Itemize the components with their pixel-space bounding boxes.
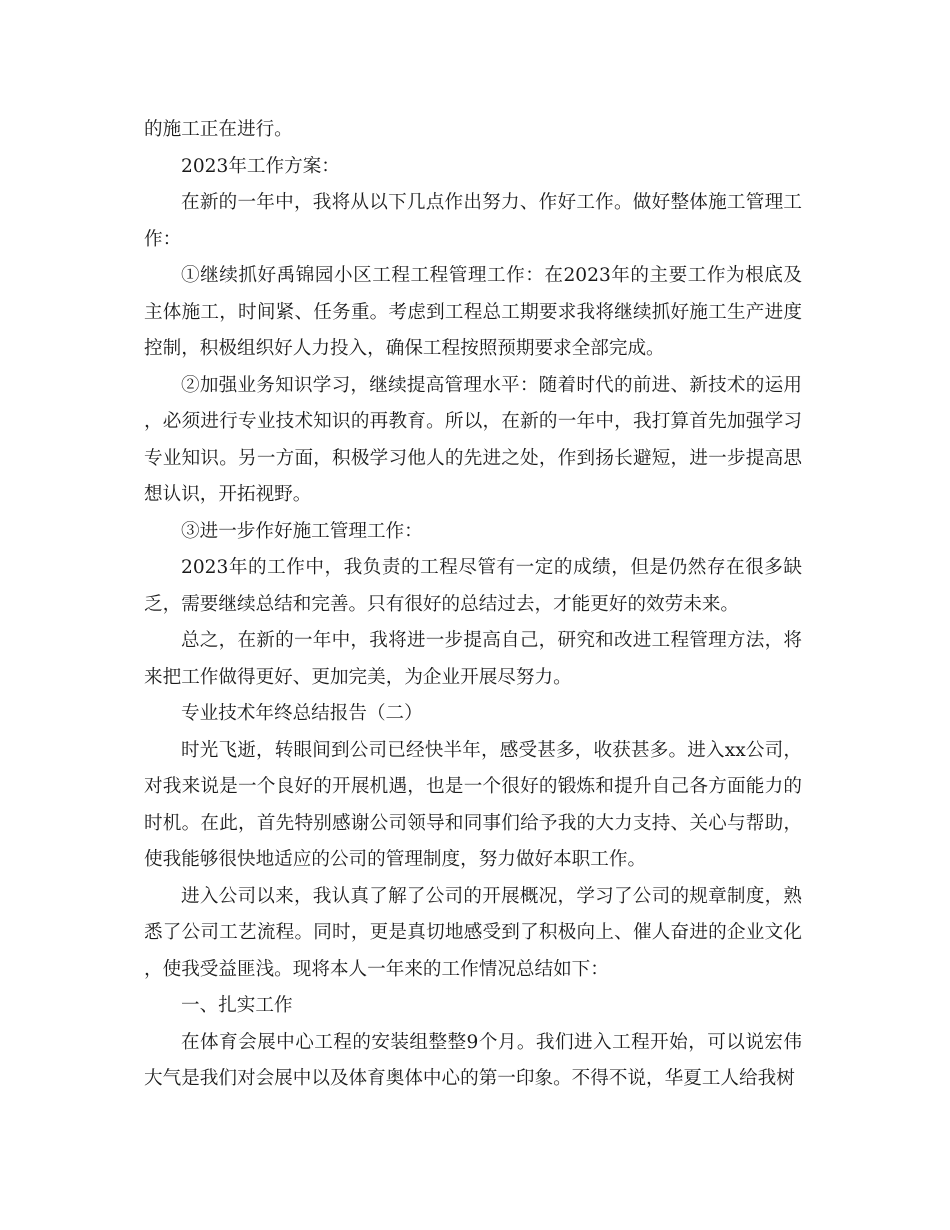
section-title-report-2: 专业技术年终总结报告（二）	[181, 703, 423, 724]
paragraph-company-overview: 进入公司以来，我认真了解了公司的开展概况，学习了公司的规章制度，熟悉了公司工艺流程。同时，更是真切地感受到了积极向上、催人奋进的企业文化，使我受益匪浅。现将本人一年来的工作情况总结如下：	[144, 885, 802, 980]
paragraph-item-3: ③进一步作好施工管理工作：	[181, 520, 423, 542]
paragraph-item-1: ①继续抓好禹锦园小区工程工程管理工作：在2023年的主要工作为根底及主体施工，时间紧、任务重。考虑到工程总工期要求我将继续抓好施工生产进度控制，积极组织好人力投入，确保工程按照预期要求全部完成。	[144, 265, 802, 359]
paragraph-continuation: 的施工正在进行。	[144, 119, 293, 140]
paragraph-expo-center: 在体育会展中心工程的安装组整整9个月。我们进入工程开始，可以说宏伟大气是我们对会展中以及体育奥体中心的第一印象。不得不说，华夏工人给我树	[144, 1031, 802, 1089]
subheading-solid-work: 一、扎实工作	[181, 995, 293, 1016]
document-body	[144, 112, 802, 1098]
paragraph-report-intro: 时光飞逝，转眼间到公司已经快半年，感受甚多，收获甚多。进入xx公司，对我来说是一个良好的开展机遇，也是一个很好的锻炼和提升自己各方面能力的时机。在此，首先特别感谢公司领导和同事们给予我的大力支持、关心与帮助，使我能够很快地适应的公司的管理制度，努力做好本职工作。	[144, 739, 802, 870]
paragraph-item-3-body: 2023年的工作中，我负责的工程尽管有一定的成绩，但是仍然存在很多缺乏，需要继续总结和完善。只有很好的总结过去，才能更好的效劳未来。	[144, 557, 802, 615]
paragraph-plan-intro: 在新的一年中，我将从以下几点作出努力、作好工作。做好整体施工管理工作：	[144, 192, 802, 250]
paragraph-conclusion: 总之，在新的一年中，我将进一步提高自己，研究和改进工程管理方法，将来把工作做得更好、更加完美，为企业开展尽努力。	[144, 630, 802, 688]
paragraph-plan-heading: 2023年工作方案：	[181, 155, 340, 177]
paragraph-item-2: ②加强业务知识学习，继续提高管理水平：随着时代的前进、新技术的运用，必须进行专业技术知识的再教育。所以，在新的一年中，我打算首先加强学习专业知识。另一方面，积极学习他人的先进之处，作到扬长避短，进一步提高思想认识，开拓视野。	[144, 374, 802, 505]
